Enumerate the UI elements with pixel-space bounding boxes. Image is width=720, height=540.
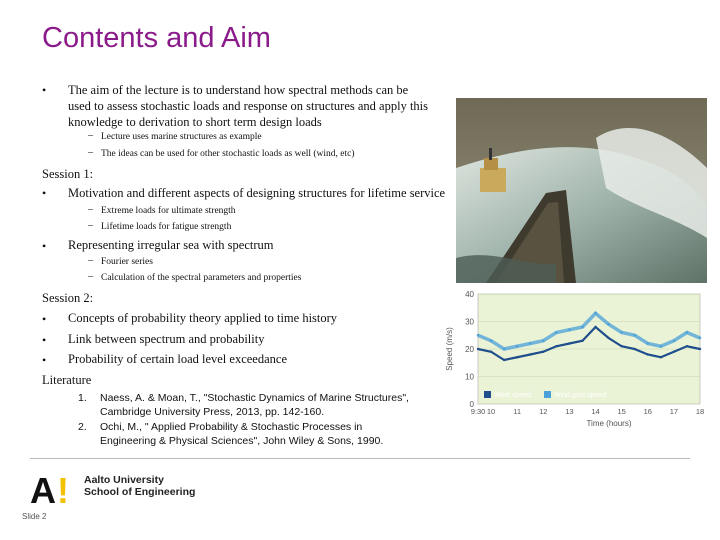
aim-bullet: •: [42, 312, 47, 326]
session1-item-2-sub-2: Calculation of the spectral parameters and properties: [101, 273, 302, 283]
data-point: [542, 340, 544, 342]
ref-2-line-1: Ochi, M., " Applied Probability & Stochastic Processes in: [100, 421, 363, 433]
data-point: [660, 356, 662, 358]
dash-marker: –: [88, 255, 93, 266]
aim-sub-1: Lecture uses marine structures as example: [101, 132, 262, 142]
data-point: [542, 351, 544, 353]
ref-number-2: 2.: [78, 421, 87, 433]
session2-item-1: Concepts of probability theory applied to time history: [68, 311, 338, 325]
data-point: [699, 348, 701, 350]
dash-marker: –: [88, 271, 93, 282]
aim-bullet: •: [42, 83, 47, 97]
session2-heading: Session 2:: [42, 291, 94, 305]
data-point: [581, 340, 583, 342]
data-point: [490, 340, 492, 342]
data-point: [477, 334, 479, 336]
session1-item-2: Representing irregular sea with spectrum: [68, 238, 274, 252]
svg-text:A: A: [30, 472, 56, 506]
x-tick-label: 14: [591, 407, 600, 416]
x-tick-label: 12: [539, 407, 548, 416]
dash-marker: –: [88, 147, 93, 158]
footer-divider: [30, 458, 690, 459]
slide-number: Slide 2: [22, 512, 47, 521]
university-name: Aalto University: [84, 474, 164, 486]
x-axis-label: Time (hours): [586, 419, 632, 428]
data-point: [660, 345, 662, 347]
x-tick-label: 15: [617, 407, 626, 416]
ref-2-line-2: Engineering & Physical Sciences", John Wiley & Sons, 1990.: [100, 435, 384, 447]
session2-item-2: Link between spectrum and probability: [68, 332, 265, 346]
data-point: [647, 342, 649, 344]
data-point: [568, 342, 570, 344]
x-tick-label: 18: [695, 407, 705, 416]
data-point: [477, 348, 479, 350]
data-point: [490, 351, 492, 353]
dash-marker: –: [88, 130, 93, 141]
data-point: [529, 342, 531, 344]
y-tick-label: 10: [465, 372, 474, 382]
aim-bullet: •: [42, 186, 47, 200]
data-point: [555, 345, 557, 347]
wind-speed-chart-svg: [440, 288, 705, 436]
data-point: [516, 356, 518, 358]
session1-item-1: Motivation and different aspects of designing structures for lifetime service: [68, 186, 446, 200]
data-point: [503, 359, 505, 361]
aim-bullet: •: [42, 239, 47, 253]
data-point: [620, 345, 622, 347]
y-tick-label: 30: [465, 317, 474, 327]
data-point: [634, 334, 636, 336]
y-axis-label: Speed (m/s): [445, 327, 454, 371]
wind-speed-chart: [440, 288, 705, 436]
legend-label-wind-gust-speed: Wind gust speed: [554, 392, 607, 399]
data-point: [634, 348, 636, 350]
data-point: [594, 312, 596, 314]
aim-text: The aim of the lecture is to understand how spectral methods can be used to assess stochastic loads and response on structures and apply this knowledge to derivation to short term design loads: [68, 83, 429, 129]
data-point: [594, 326, 596, 328]
session1-item-2-sub-1: Fourier series: [101, 257, 153, 267]
aim-bullet: •: [42, 353, 47, 367]
aim-bullet: •: [42, 333, 47, 347]
dash-marker: –: [88, 220, 93, 231]
data-point: [686, 331, 688, 333]
data-point: [516, 345, 518, 347]
data-point: [686, 345, 688, 347]
session1-heading: Session 1:: [42, 167, 94, 181]
x-tick-label: 13: [565, 407, 574, 416]
y-tick-label: 40: [465, 290, 474, 299]
data-point: [581, 326, 583, 328]
x-tick-label: 17: [669, 407, 679, 416]
x-tick-label: 16: [643, 407, 652, 416]
data-point: [555, 331, 557, 333]
data-point: [568, 329, 570, 331]
session2-item-3: Probability of certain load level exceedance: [68, 352, 287, 366]
data-point: [607, 337, 609, 339]
y-tick-label: 20: [465, 345, 474, 354]
storm-ship-photo: [456, 98, 707, 283]
x-tick-label: 11: [513, 407, 522, 416]
y-tick-label: 0: [469, 400, 474, 409]
session1-item-1-sub-2: Lifetime loads for fatigue strength: [101, 222, 232, 232]
school-name: School of Engineering: [84, 486, 196, 498]
session1-item-1-sub-1: Extreme loads for ultimate strength: [101, 206, 236, 216]
ref-number-1: 1.: [78, 392, 87, 404]
literature-heading: Literature: [42, 373, 92, 387]
x-tick-label: 10: [486, 407, 496, 416]
data-point: [673, 351, 675, 353]
aalto-logo: [30, 472, 76, 511]
ref-1-line-1: Naess, A. & Moan, T., "Stochastic Dynamics of Marine Structures",: [100, 392, 409, 404]
data-point: [529, 353, 531, 355]
ref-1-line-2: Cambridge University Press, 2013, pp. 142-160.: [100, 406, 325, 418]
legend-swatch-wind-speed: [484, 391, 491, 398]
data-point: [647, 353, 649, 355]
aim-sub-2: The ideas can be used for other stochastic loads as well (wind, etc): [101, 149, 355, 159]
data-point: [699, 337, 701, 339]
data-point: [607, 323, 609, 325]
page-title: Contents and Aim: [42, 22, 271, 54]
x-tick-label: 9:30: [470, 407, 486, 416]
legend-swatch-wind-gust-speed: [544, 391, 551, 398]
legend-label-wind-speed: Wind speed: [494, 392, 531, 399]
data-point: [503, 348, 505, 350]
svg-text:!: !: [57, 472, 69, 506]
data-point: [673, 340, 675, 342]
data-point: [620, 331, 622, 333]
dash-marker: –: [88, 204, 93, 215]
